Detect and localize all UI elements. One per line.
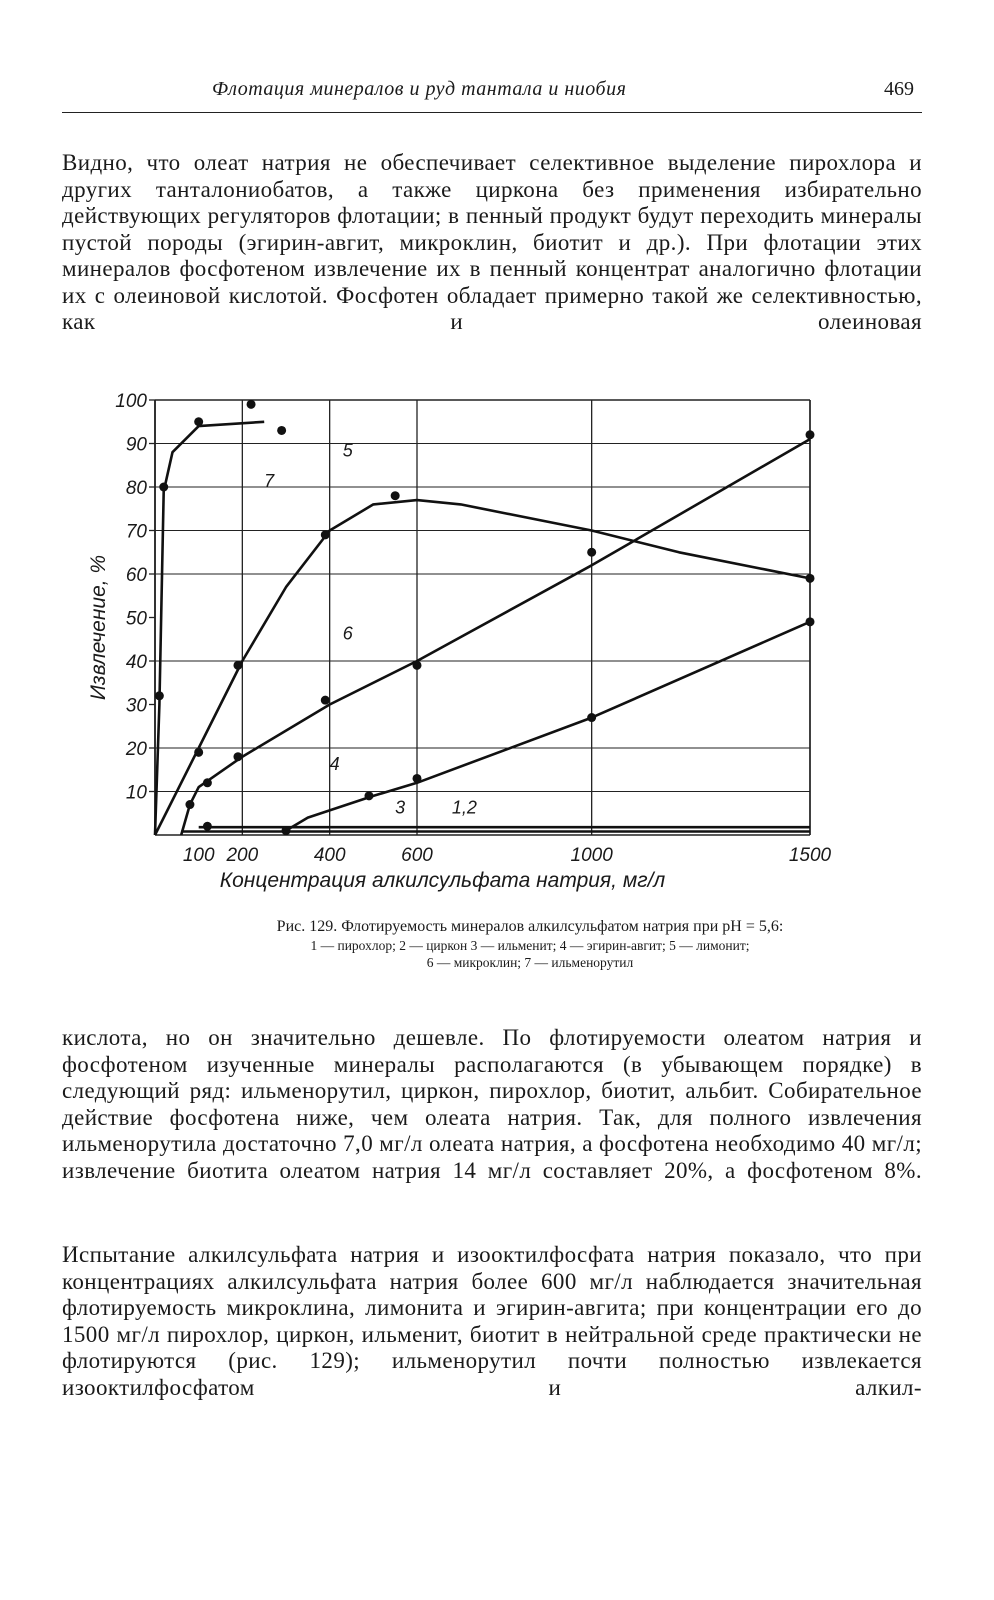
curve-label: 5 (342, 440, 353, 461)
running-title: Флотация минералов и руд тантала и ниобия (212, 78, 627, 100)
x-axis-label: Концентрация алкилсульфата натрия, мг/л (219, 869, 666, 892)
curve-label: 3 (395, 797, 406, 818)
data-point (194, 748, 203, 757)
figure-129 (70, 380, 870, 910)
series-line-7 (155, 422, 264, 835)
caption-legend-2: 6 — микроклин; 7 — ильменорутил (426, 955, 634, 970)
data-point (233, 661, 242, 670)
y-tick-label: 40 (125, 652, 147, 673)
data-point (233, 752, 242, 761)
data-point (277, 426, 286, 435)
data-point (203, 778, 212, 787)
curve-label: 4 (329, 753, 340, 774)
data-point (194, 417, 203, 426)
y-tick-label: 30 (125, 695, 147, 717)
data-point (159, 483, 168, 492)
paragraph-2 (62, 1025, 922, 1184)
paragraph-3-text: Испытание алкилсульфата натрия и изооктилфосфата натрия показало, что при концентрациях алкилсульфата натрия более 600 мг/л наблюдается значительная флотируемость микроклина, лимонита и эгирин-авгита; при концентрации его до 1500 мг/л пирохлор, циркон, ильменит, биотит в нейтральной среде практически не флотируются (рис. 129); ильменорутил почти полностью извлекается изооктилфосфатом и алкил- (62, 1242, 922, 1400)
data-point (185, 800, 194, 809)
data-point (155, 691, 164, 700)
x-tick-label: 1500 (788, 845, 832, 866)
caption-legend-1: 1 — пирохлор; 2 — циркон 3 — ильменит; 4 — эгирин-авгит; 5 — лимонит; (310, 938, 750, 953)
x-tick-label: 200 (226, 845, 259, 866)
curve-label: 1,2 (451, 797, 477, 818)
data-point (413, 774, 422, 783)
y-axis-label: Извлечение, % (87, 554, 110, 701)
x-tick-label: 400 (313, 845, 346, 866)
data-point (321, 530, 330, 539)
flotation-chart (70, 380, 870, 910)
y-tick-label: 100 (115, 391, 147, 412)
paragraph-1 (62, 150, 922, 336)
data-point (587, 713, 596, 722)
curve-label: 6 (342, 623, 353, 644)
data-point (587, 548, 596, 557)
series-line-5 (155, 500, 810, 835)
paragraph-2-text: кислота, но он значительно дешевле. По флотируемости олеатом натрия и фосфотеном изученные минералы располагаются (в убывающем порядке) в следующий ряд: ильменорутил, циркон, пирохлор, биотит, альбит. Собирательное действие фосфотена ниже, чем олеата натрия. Так, для полного извлечения ильменорутила достаточно 7,0 мг/л олеата натрия, а фосфотена необходимо 40 мг/л; извлечение биотита олеатом натрия 14 мг/л составляет 20%, а фосфотеном 8%. (62, 1025, 922, 1183)
y-tick-label: 70 (125, 521, 147, 543)
data-point (806, 617, 815, 626)
y-tick-label: 90 (125, 434, 147, 456)
data-point (391, 491, 400, 500)
paragraph-3 (62, 1242, 922, 1401)
data-point (806, 574, 815, 583)
figure-caption (180, 917, 880, 971)
data-point (247, 400, 256, 409)
y-tick-label: 10 (125, 782, 147, 804)
caption-title: Рис. 129. Флотируемость минералов алкилсульфатом натрия при pH = 5,6: (276, 918, 784, 935)
series-line-4 (286, 622, 810, 831)
x-tick-label: 100 (182, 845, 215, 866)
x-tick-label: 600 (401, 845, 433, 866)
page-number: 469 (884, 78, 914, 100)
data-point (364, 791, 373, 800)
y-tick-label: 80 (125, 478, 147, 499)
y-tick-label: 50 (125, 608, 147, 630)
data-point (413, 661, 422, 670)
series-line-6 (181, 439, 810, 835)
y-tick-label: 20 (125, 739, 147, 760)
running-header (62, 78, 922, 113)
x-tick-label: 1000 (570, 845, 613, 866)
y-tick-label: 60 (125, 565, 147, 586)
data-point (806, 430, 815, 439)
paragraph-1-text: Видно, что олеат натрия не обеспечивает селективное выделение пирохлора и других танталониобатов, а также циркона без применения избирательно действующих регуляторов флотации; в пенный продукт будут переходить минералы пустой породы (эгирин-авгит, микроклин, биотит и др.). При флотации этих минералов фосфотеном извлечение их в пенный концентрат аналогично флотации их с олеиновой кислотой. Фосфотен обладает примерно такой же селективностью, как и олеиновая (62, 150, 922, 334)
curve-label: 7 (264, 471, 275, 491)
data-point (321, 696, 330, 705)
data-point (203, 822, 212, 831)
